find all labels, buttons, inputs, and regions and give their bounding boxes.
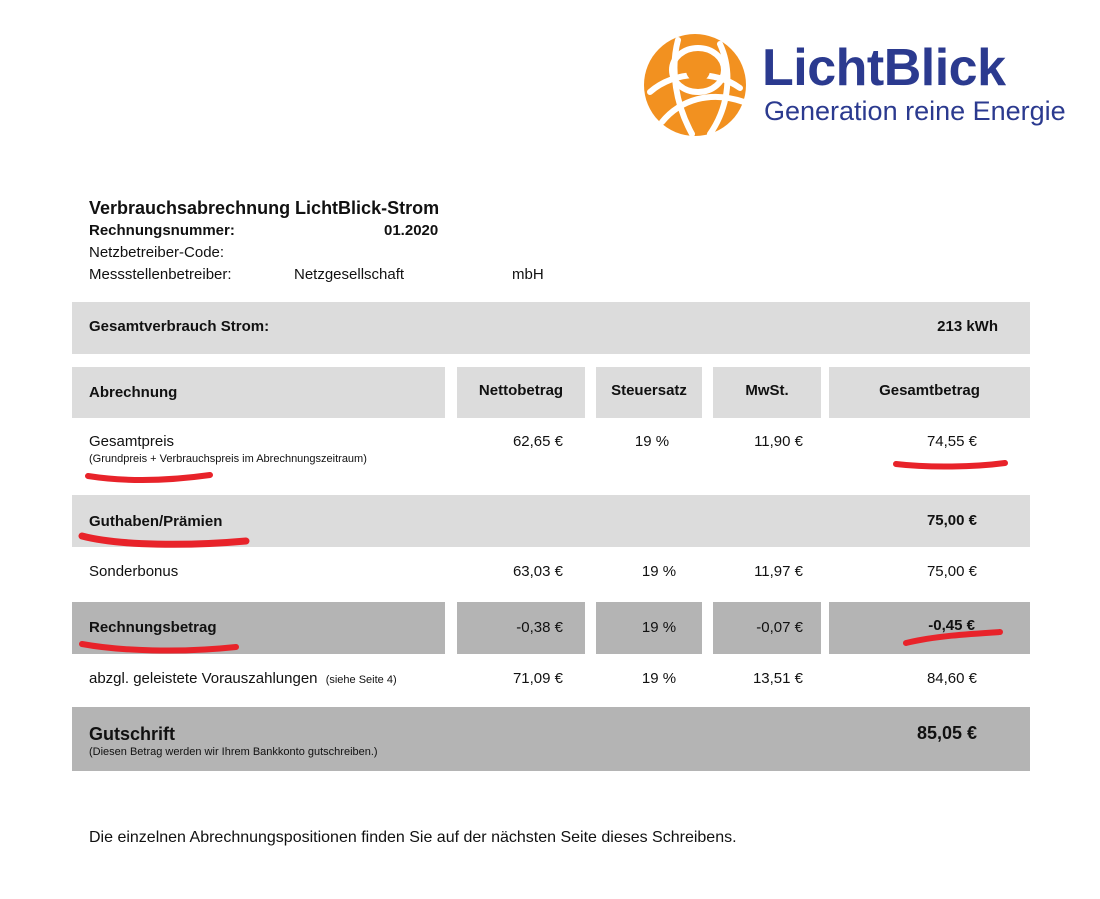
column-header-gesamt: Gesamtbetrag bbox=[879, 382, 980, 399]
rechnungsbetrag-total: -0,45 € bbox=[928, 617, 975, 634]
invoice-number-value: 01.2020 bbox=[384, 222, 439, 239]
sonderbonus-total: 75,00 € bbox=[926, 563, 977, 580]
sonderbonus-label: Sonderbonus bbox=[89, 563, 179, 580]
netzbetreiber-label: Netzbetreiber-Code: bbox=[89, 244, 225, 261]
column-header-netto: Nettobetrag bbox=[478, 382, 564, 399]
total-consumption-value: 213 kWh bbox=[937, 318, 998, 335]
rechnungsbetrag-label: Rechnungsbetrag bbox=[89, 619, 217, 636]
column-header-abrechnung: Abrechnung bbox=[89, 384, 178, 401]
vorauszahlungen-mwst: 13,51 € bbox=[752, 670, 803, 687]
document-title: Verbrauchsabrechnung LichtBlick-Strom bbox=[89, 198, 440, 218]
sonderbonus-mwst: 11,97 € bbox=[754, 563, 803, 580]
gesamtpreis-label: Gesamtpreis bbox=[89, 433, 175, 450]
footer-note: Die einzelnen Abrechnungspositionen finden Sie auf der nächsten Seite dieses Schreibens. bbox=[89, 829, 737, 846]
gesamtpreis-rate: 19 % bbox=[634, 433, 670, 450]
brand-name: LichtBlick bbox=[762, 39, 1006, 97]
messstellen-value-2: mbH bbox=[512, 266, 544, 283]
gutschrift-total: 85,05 € bbox=[916, 723, 977, 743]
column-header-steuersatz: Steuersatz bbox=[611, 382, 687, 399]
gutschrift-note: (Diesen Betrag werden wir Ihrem Bankkonto gutschreiben.) bbox=[89, 746, 378, 758]
highlight-stroke-gesamtpreis bbox=[88, 475, 210, 480]
highlight-stroke-rechnungsbetrag-total bbox=[906, 632, 1000, 643]
guthaben-label: Guthaben/Prämien bbox=[89, 513, 223, 530]
rechnungsbetrag-rate: 19 % bbox=[641, 619, 677, 636]
rechnungsbetrag-mwst: -0,07 € bbox=[756, 619, 803, 636]
column-header-mwst: MwSt. bbox=[745, 382, 789, 399]
vorauszahlungen-total: 84,60 € bbox=[926, 670, 977, 687]
messstellen-value-1: Netzgesellschaft bbox=[294, 266, 405, 283]
gesamtpreis-mwst: 11,90 € bbox=[754, 433, 803, 450]
sonderbonus-rate: 19 % bbox=[641, 563, 677, 580]
gesamtpreis-total: 74,55 € bbox=[926, 433, 977, 450]
highlight-stroke-guthaben bbox=[82, 536, 246, 544]
vorauszahlungen-note: (siehe Seite 4) bbox=[325, 674, 397, 686]
highlight-stroke-gesamtpreis-total bbox=[896, 463, 1005, 467]
rechnungsbetrag-netto: -0,38 € bbox=[516, 619, 563, 636]
highlight-stroke-rechnungsbetrag bbox=[82, 644, 236, 651]
sonderbonus-netto: 63,03 € bbox=[512, 563, 563, 580]
vorauszahlungen-label: abzgl. geleistete Vorauszahlungen bbox=[89, 670, 318, 687]
brand-tagline: Generation reine Energie bbox=[764, 96, 1066, 126]
messstellen-label: Messstellenbetreiber: bbox=[89, 266, 232, 283]
guthaben-total: 75,00 € bbox=[926, 512, 977, 529]
gutschrift-label: Gutschrift bbox=[89, 724, 176, 744]
vorauszahlungen-rate: 19 % bbox=[641, 670, 677, 687]
gesamtpreis-note: (Grundpreis + Verbrauchspreis im Abrechnungszeitraum) bbox=[89, 453, 367, 465]
invoice-number-label: Rechnungsnummer: bbox=[89, 222, 235, 239]
vorauszahlungen-netto: 71,09 € bbox=[512, 670, 563, 687]
gesamtpreis-netto: 62,65 € bbox=[512, 433, 563, 450]
total-consumption-label: Gesamtverbrauch Strom: bbox=[89, 318, 270, 335]
